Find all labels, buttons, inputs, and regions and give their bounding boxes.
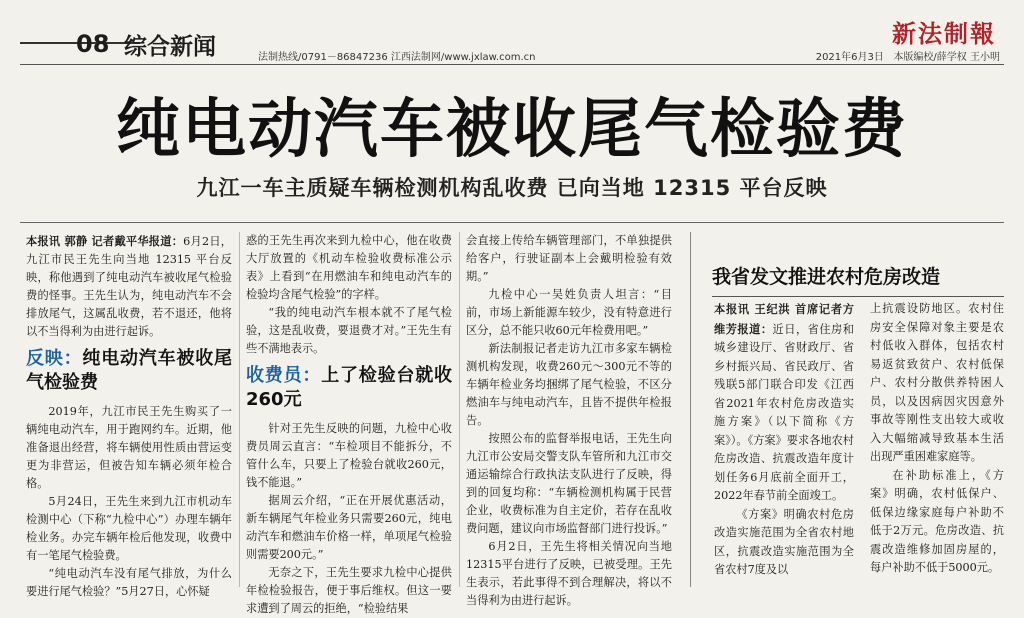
article-column-1 [26, 232, 232, 601]
sidebar-column-1 [714, 300, 854, 580]
sidebar-paragraph: 本报讯 王纪洪 首席记者方维芳报道：近日，省住房和城乡建设厅、省财政厅、省乡村振兴局、省民政厅、省残联5部门联合印发《江西省2021年农村危房改造实施方案》（以下简称《方案》）。《方案》要求各地农村危房改造、抗震改造年度计划任务6月底前全面开工，2022年春节前全面竣工。 [714, 302, 854, 502]
article-paragraph: 据周云介绍，“正在开展优惠活动，新车辆尾气年检业务只需要260元，纯电动汽车和燃油车价格一样，单项尾气检验则需要200元。” [246, 494, 452, 561]
page-number: 08 [76, 30, 110, 58]
column-divider [459, 232, 460, 587]
editor-credit: 本版编校/薛学权 王小明 [893, 52, 1000, 63]
article-paragraph: 2019年，九江市民王先生购买了一辆纯电动汽车，用于跑网约车。近期，他准备退出经营，将车辆使用性质由营运变更为非营运，但被告知车辆必须年检合格。 [26, 405, 232, 490]
section-title: 综合新闻 [124, 34, 216, 60]
article-paragraph: 新法制报记者走访九江市多家车辆检测机构发现，收费260元～300元不等的车辆年检业务均捆绑了尾气检验，不区分燃油车与纯电动汽车，且皆不提供年检报告。 [466, 342, 672, 427]
article-paragraph: “我的纯电动汽车根本就不了尾气检验，这是乱收费，要退费才对。”王先生有些不满地表示。 [246, 306, 452, 355]
article-paragraph: 本报讯 郭静 记者戴平华报道：6月2日，九江市民王先生向当地 12315 平台反映，称他遇到了纯电动汽车被收尾气检验费的怪事。王先生认为，纯电动汽车不会排放尾气，这属乱收费，若不退还，他将以不当得利为由进行起诉。 [26, 234, 232, 338]
article-paragraph: 会直接上传给车辆管理部门，不单独提供给客户，行驶证副本上会戴明检验有效期。” [466, 234, 672, 283]
sidebar-byline: 本报讯 王纪洪 首席记者方维芳报道： [714, 302, 854, 336]
article-column-2 [246, 232, 452, 618]
sidebar-rule [712, 296, 1004, 297]
top-rule [20, 64, 1004, 65]
sidebar-paragraph: 《方案》明确农村危房改造实施范围为全省农村地区，抗震改造实施范围为全省农村7度及以 [714, 507, 854, 576]
sidebar-column-2 [870, 300, 1004, 578]
sub-headline: 九江一车主质疑车辆检测机构乱收费 已向当地 12315 平台反映 [196, 176, 828, 200]
sidebar-headline: 我省发文推进农村危房改造 [712, 266, 941, 288]
newspaper-logo: 新法制報 [892, 19, 996, 48]
issue-date: 2021年6月3日 [815, 52, 884, 63]
article-paragraph: 按照公布的监督举报电话，王先生向九江市公安局交警支队车管所和九江市交通运输综合行政执法支队进行了反映，得到的回复均称：“车辆检测机构属于民营企业，收费标准为自主定价，若存在乱收费问题，建议向市场监督部门进行投诉。” [466, 432, 672, 535]
sidebar-paragraph: 在补助标准上，《方案》明确，农村低保户、低保边缘家庭每户补助不低于2万元。危房改造、抗震改造维修加固房屋的，每户补助不低于5000元。 [870, 468, 1004, 574]
subhead-rule [20, 222, 1004, 223]
article-paragraph: 针对王先生反映的问题，九检中心收费员周云直言：“车检项目不能拆分，不管什么车，只要上了检验台就收260元，钱不能退。” [246, 422, 452, 489]
article-column-3 [466, 232, 672, 610]
hotline-text: 法制热线/0791－86847236 江西法制网/www.jxlaw.com.cn [258, 52, 536, 63]
article-paragraph: 九检中心一吴姓负责人坦言：“目前，市场上新能源车较少，没有特意进行区分，总不能只收60元年检费用吧。” [466, 288, 672, 337]
article-subhead: 收费员：上了检验台就收260元 [246, 365, 453, 410]
article-paragraph: 6月2日，王先生将相关情况向当地12315平台进行了反映，已被受理。王先生表示，若此事得不到合理解决，将以不当得利为由进行起诉。 [466, 540, 672, 607]
article-paragraph: 无奈之下，王先生要求九检中心提供年检检验报告，便于事后维权。但这一要求遭到了周云的拒绝，“检验结果 [246, 566, 452, 615]
sidebar-paragraph: 上抗震设防地区。农村住房安全保障对象主要是农村低收入群体，包括农村易返贫致贫户、农村低保户、农村分散供养特困人员，以及因病因灾因意外事故等刚性支出较大或收入大幅缩减导致基本生活出现严重困难家庭等。 [870, 302, 1004, 463]
sidebar-divider [690, 232, 691, 587]
article-paragraph: 惑的王先生再次来到九检中心，他在收费大厅放置的《机动车检验收费标准公示表》上看到“在用燃油车和纯电动汽车的检验均含尾气检验”的字样。 [246, 234, 452, 301]
main-headline: 纯电动汽车被收尾气检验费 [116, 93, 908, 167]
article-byline: 本报讯 郭静 记者戴平华报道： [26, 234, 184, 248]
article-subhead: 反映：纯电动汽车被收尾气检验费 [26, 348, 233, 393]
article-paragraph: “纯电动汽车没有尾气排放，为什么要进行尾气检验？”5月27日，心怀疑 [26, 567, 232, 598]
dateline [816, 48, 1000, 63]
article-paragraph: 5月24日，王先生来到九江市机动车检测中心（下称“九检中心”）办理车辆年检业务。办完车辆年检后他发现，收费中有一笔尾气检验费。 [26, 495, 232, 562]
column-divider [239, 232, 240, 587]
